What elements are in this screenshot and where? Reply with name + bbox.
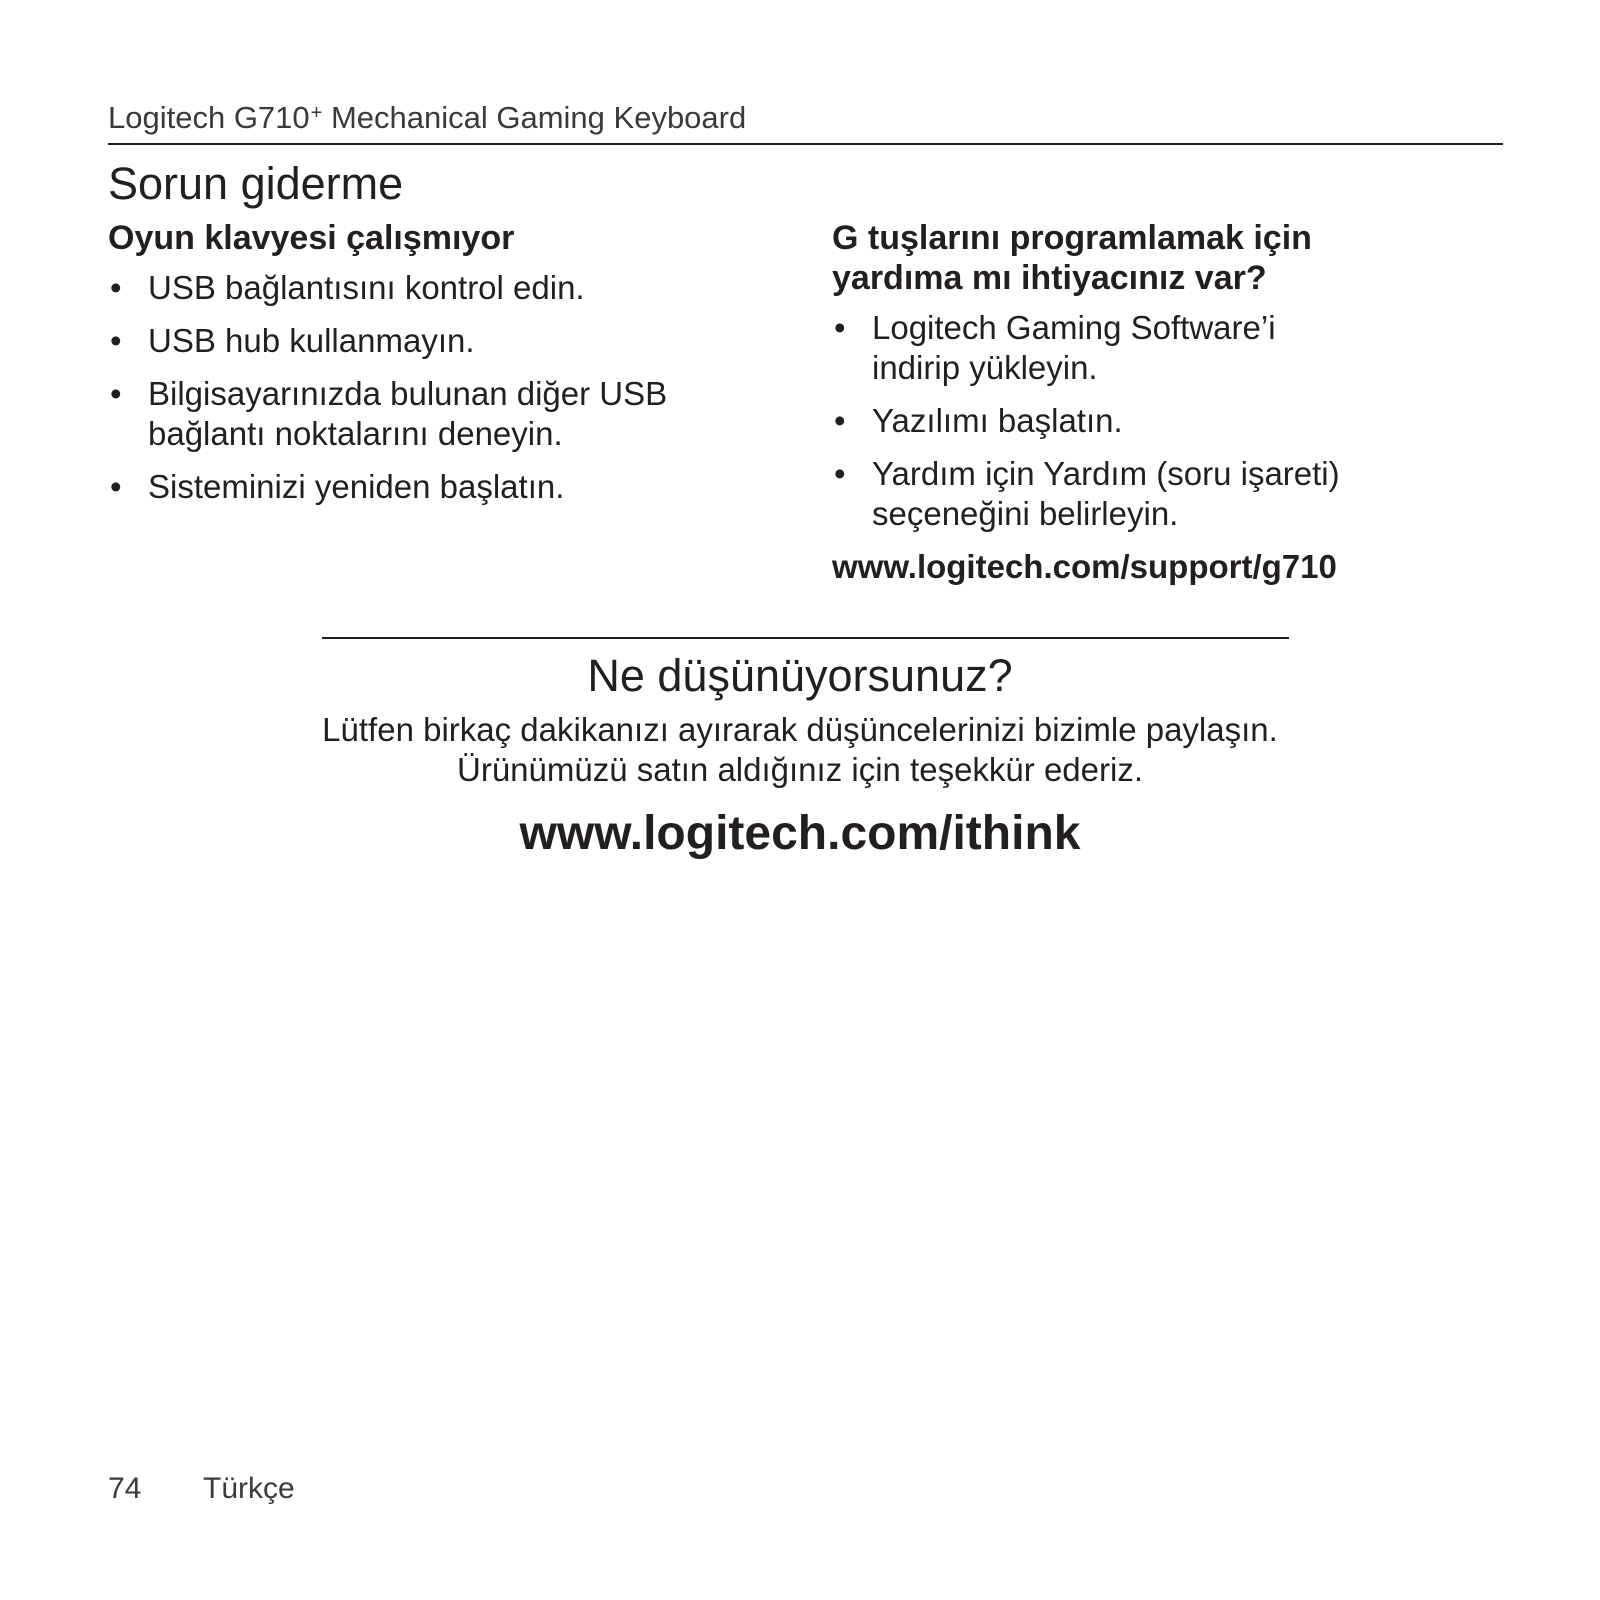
list-item: • USB bağlantısını kontrol edin. <box>110 269 585 306</box>
list-item: • Yardım için Yardım (soru işareti) seçeneğini belirleyin. <box>834 455 1340 532</box>
left-bullet-list <box>108 268 728 507</box>
right-column-heading: G tuşlarını programlamak için yardıma mı ihtiyacınız var? <box>832 219 1312 297</box>
list-item: • Sisteminizi yeniden başlatın. <box>110 468 565 505</box>
bullet-icon: • <box>110 322 122 359</box>
header-divider <box>108 143 1503 145</box>
bullet-icon: • <box>110 269 122 306</box>
right-bullet-list <box>832 308 1452 534</box>
section-title: Sorun giderme <box>108 158 404 209</box>
feedback-line-1: Lütfen birkaç dakikanızı ayırarak düşüncelerinizi bizimle paylaşın. <box>322 711 1278 748</box>
product-name: Logitech G710 <box>108 100 310 135</box>
list-item: • Logitech Gaming Software’i indirip yükleyin. <box>834 309 1276 386</box>
right-column <box>832 218 1452 587</box>
bullet-icon: • <box>834 455 846 492</box>
feedback-text <box>0 710 1600 790</box>
running-header <box>108 100 746 136</box>
bullet-icon: • <box>110 375 122 412</box>
feedback-title: Ne düşünüyorsunuz? <box>587 650 1013 701</box>
bullet-icon: • <box>834 309 846 346</box>
list-item: • USB hub kullanmayın. <box>110 322 475 359</box>
product-suffix: + <box>310 102 323 124</box>
feedback-url-link[interactable]: www.logitech.com/ithink <box>519 807 1081 860</box>
page-number: 74 <box>108 1472 142 1505</box>
section-divider <box>322 637 1289 639</box>
product-rest: Mechanical Gaming Keyboard <box>322 100 747 135</box>
support-url-link[interactable]: www.logitech.com/support/g710 <box>832 548 1337 585</box>
list-item: • Bilgisayarınızda bulunan diğer USB bağlantı noktalarını deneyin. <box>110 375 668 452</box>
left-column <box>108 218 728 520</box>
left-column-heading: Oyun klavyesi çalışmıyor <box>108 219 515 257</box>
bullet-icon: • <box>834 402 846 439</box>
bullet-icon: • <box>110 468 122 505</box>
footer-language: Türkçe <box>203 1472 295 1505</box>
feedback-line-2: Ürünümüzü satın aldığınız için teşekkür ederiz. <box>457 751 1143 788</box>
list-item: • Yazılımı başlatın. <box>834 402 1123 439</box>
